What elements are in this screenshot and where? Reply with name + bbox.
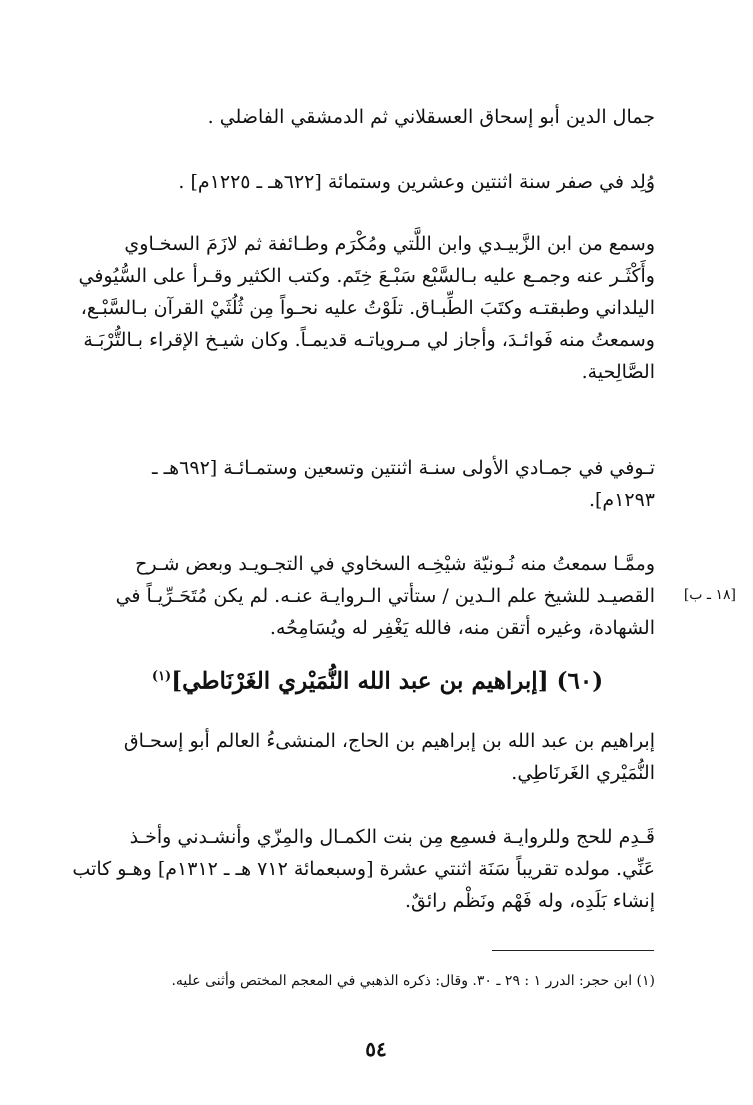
paragraph-4 xyxy=(100,452,655,516)
entry-heading-text: (٦٠) [إبراهيم بن عبد الله النُّمَيْري الغَرْنَاطي] xyxy=(171,667,604,695)
footnote: (١) ابن حجر: الدرر ١ : ٢٩ ـ ٣٠. وقال: ذكره الذهبي في المعجم المختص وأثنى عليه. xyxy=(171,973,655,989)
text-line: النُّمَيْري الغَرنَاطِي. xyxy=(511,762,655,784)
text-line: إبراهيم بن عبد الله بن إبراهيم بن الحاج، المنشىءُ العالم أبو إسحـاق xyxy=(123,730,655,752)
footnote-reference: (١) xyxy=(151,669,172,684)
text-line: جمال الدين أبو إسحاق العسقلاني ثم الدمشقي الفاضلي . xyxy=(207,106,655,128)
text-line: وسمع من ابن الزَّبيـدي وابن اللَّتي ومُكْرَم وطـائفة ثم لازَمَ السخـاوي xyxy=(124,233,655,255)
paragraph-1 xyxy=(100,101,655,133)
paragraph-6 xyxy=(100,725,655,789)
text-line: ١٢٩٣م]. xyxy=(588,489,655,511)
paragraph-5 xyxy=(100,548,655,644)
paragraph-7 xyxy=(72,821,655,917)
text-line: وأَكْثَـر عنه وجمـع عليه بـالسَّبْع سَبْـعَ خِتَم. وكتب الكثير وقـرأ على السُّيُوفي xyxy=(78,265,655,287)
text-line: تـوفي في جمـادي الأولى سنـة اثنتين وتسعين وستمـائـة [٦٩٢هـ ـ xyxy=(151,457,655,479)
text-line: الشهادة، وغيره أتقن منه، فالله يَغْفِر له ويُسَامِحُه. xyxy=(269,617,655,639)
text-line: وسمعتُ منه فَوائـدَ، وأجاز لي مـروياتـه قديمـاً. وكان شيـخ الإقراء بـالتُّرْبَـة xyxy=(83,329,655,351)
footnote-divider xyxy=(492,950,654,951)
text-line: الصَّالِحية. xyxy=(581,361,655,383)
text-line: إنشاء بَلَدِه، وله فَهْم ونَظْم رائقٌ. xyxy=(404,890,655,912)
page-number: ٥٤ xyxy=(365,1037,387,1061)
manuscript-folio-marker: [١٨ ـ ب] xyxy=(683,587,736,603)
paragraph-3 xyxy=(78,228,655,388)
text-line: اليلداني وطبقتـه وكتَبَ الطِّبـاق. تلَوْتُ عليه نحـواً مِن ثُلُثَيْ القرآن بـالسَّبْـع، xyxy=(80,297,655,319)
paragraph-2 xyxy=(100,166,655,198)
text-line: عَنِّي. مولده تقريباً سَنَة اثنتي عشرة [وسبعمائة ٧١٢ هـ ـ ١٣١٢م] وهـو كاتب xyxy=(72,858,655,880)
text-line: وُلِد في صفر سنة اثنتين وعشرين وستمائة [٦٢٢هـ ـ ١٢٢٥م] . xyxy=(178,171,655,193)
text-line: القصيـد للشيخ علم الـدين / ستأتي الـروايـة عنـه. لم يكن مُتَحَـرِّيـاً في xyxy=(115,585,655,607)
text-line: وممَّـا سمعتُ منه نُـونيّة شيْخِـه السخاوي في التجـويـد وبعض شـرح xyxy=(135,553,655,575)
text-line: قَـدِم للحج وللروايـة فسمِع مِن بنت الكمـال والمِزّي وأنشـدني وأخـذ xyxy=(129,826,655,848)
entry-heading xyxy=(100,660,655,699)
